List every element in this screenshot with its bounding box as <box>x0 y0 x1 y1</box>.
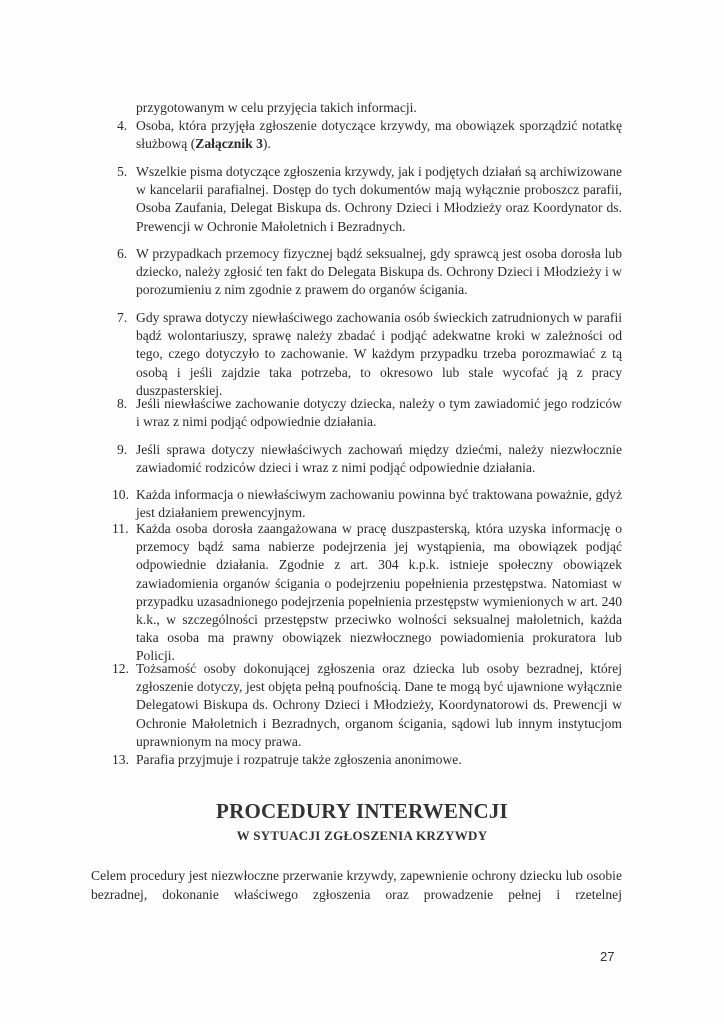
continuation-text: przygotowanym w celu przyjęcia takich informacji. <box>136 100 417 115</box>
list-number: 12. <box>112 661 129 676</box>
list-number: 8. <box>117 396 128 411</box>
list-number: 6. <box>117 246 128 261</box>
section-heading: PROCEDURY INTERWENCJI <box>216 799 508 823</box>
page-number: 27 <box>600 949 615 964</box>
list-text: W przypadkach przemocy fizycznej bądź seksualnej, gdy sprawcą jest osoba dorosła lub dziecko, należy zgłosić ten fakt do Delegata Biskupa ds. Ochrony Dzieci i Młodzieży i w porozumieniu z nim zgodnie z prawem do organów ścigania. <box>136 246 622 298</box>
list-text: Każda osoba dorosła zaangażowana w pracę duszpasterską, która uzyska informację o przemocy bądź sama nabierze podejrzenia jej wystąpienia, ma obowiązek podjąć odpowiednie działania. Zgodnie z art. 304 k.p.k. istnieje społeczny obowiązek zawiadomienia organów ścigania o podejrzeniu popełnienia przestępstwa. Natomiast w przypadku uzasadnionego podejrzenia popełnienia przestępstw wymienionych w art. 240 k.k., w szczególności przestępstw przeciwko wolności seksualnej małoletnich, każda taka osoba ma prawny obowiązek niezwłocznego powiadomienia prokuratora lub Policji. <box>136 521 622 664</box>
list-text: Parafia przyjmuje i rozpatruje także zgłoszenia anonimowe. <box>136 752 462 767</box>
list-text: Gdy sprawa dotyczy niewłaściwego zachowania osób świeckich zatrudnionych w parafii bądź wolontariuszy, sprawę należy zbadać i podjąć adekwatne kroki w zależności od tego, czego dotyczyło to zachowanie. W każdym przypadku trzeba porozmawiać z tą osobą i jeśli zajdzie taka potrzeba, to okresowo lub stale wycofać ją z pracy duszpasterskiej. <box>136 310 622 398</box>
list-number: 4. <box>117 118 128 133</box>
list-text-after: ). <box>262 136 271 152</box>
list-number: 13. <box>112 752 129 767</box>
section-subheading: W SYTUACJI ZGŁOSZENIA KRZYWDY <box>236 828 488 843</box>
list-number: 9. <box>117 442 128 457</box>
list-number: 10. <box>112 487 129 502</box>
list-text <box>136 117 622 153</box>
list-text: Tożsamość osoby dokonującej zgłoszenia oraz dziecka lub osoby bezradnej, której zgłoszenie dotyczy, jest objęta pełną poufnością. Dane te mogą być ujawnione wyłącznie Delegatowi Biskupa ds. Ochrony Dzieci i Młodzieży, Koordynatorowi ds. Prewencji w Ochronie Małoletnich i Bezradnych, organom ścigania, sądowi lub innym instytucjom uprawnionym na mocy prawa. <box>136 661 622 749</box>
attachment-reference: Załącznik 3 <box>195 136 263 152</box>
list-number: 5. <box>117 164 128 179</box>
list-number: 7. <box>117 310 128 325</box>
list-text: Jeśli niewłaściwe zachowanie dotyczy dziecka, należy o tym zawiadomić jego rodziców i wraz z nimi podjąć odpowiednie działania. <box>136 396 622 430</box>
list-text: Każda informacja o niewłaściwym zachowaniu powinna być traktowana poważnie, gdyż jest działaniem prewencyjnym. <box>136 487 622 521</box>
list-text: Jeśli sprawa dotyczy niewłaściwych zachowań między dziećmi, należy niezwłocznie zawiadomić rodziców dzieci i wraz z nimi podjąć odpowiednie działania. <box>136 442 622 476</box>
body-paragraph: Celem procedury jest niezwłoczne przerwanie krzywdy, zapewnienie ochrony dziecku lub osobie bezradnej, dokonanie właściwego zgłoszenia oraz prowadzenie pełnej i rzetelnej <box>91 868 622 902</box>
list-text-before: Osoba, która przyjęła zgłoszenie dotyczące krzywdy, ma obowiązek sporządzić notatkę służbową ( <box>136 118 622 152</box>
list-number: 11. <box>112 521 129 536</box>
list-text: Wszelkie pisma dotyczące zgłoszenia krzywdy, jak i podjętych działań są archiwizowane w kancelarii parafialnej. Dostęp do tych dokumentów mają wyłącznie proboszcz parafii, Osoba Zaufania, Delegat Biskupa ds. Ochrony Dzieci i Młodzieży oraz Koordynator ds. Prewencji w Ochronie Małoletnich i Bezradnych. <box>136 164 622 234</box>
